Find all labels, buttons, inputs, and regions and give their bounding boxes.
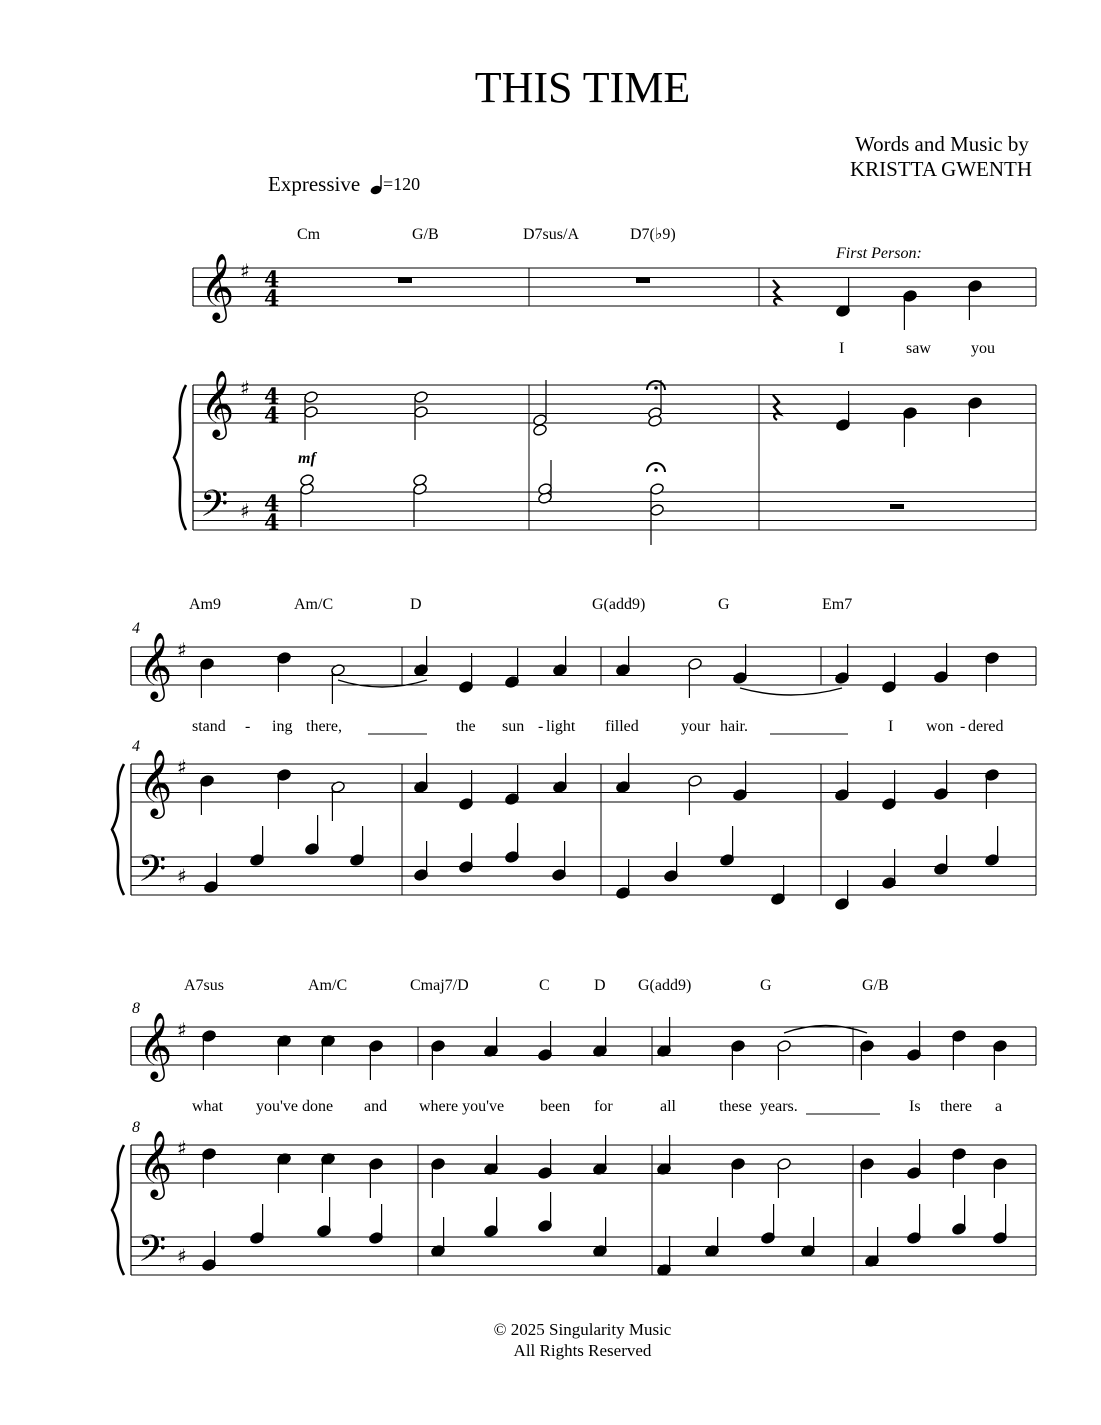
key-signature-sharp: ♯ bbox=[177, 1018, 187, 1042]
treble-clef-icon: 𝄞 bbox=[138, 748, 173, 816]
lyric-syllable: ing bbox=[272, 718, 293, 735]
chord-symbol: D bbox=[594, 977, 606, 994]
lyric-syllable: you've done bbox=[256, 1098, 334, 1115]
chord-symbol: A7sus bbox=[184, 977, 225, 994]
key-signature-sharp: ♯ bbox=[177, 1136, 187, 1160]
treble-clef-icon: 𝄞 bbox=[200, 369, 235, 437]
chord-symbol: Am/C bbox=[294, 596, 334, 613]
lyric-syllable: there, bbox=[306, 718, 342, 735]
bass-clef-icon: 𝄢 bbox=[138, 848, 167, 899]
quarter-rest bbox=[773, 280, 780, 305]
key-signature-sharp: ♯ bbox=[240, 499, 250, 523]
chord-symbol: Am/C bbox=[308, 977, 348, 994]
bass-clef-icon: 𝄢 bbox=[200, 483, 229, 534]
chord-symbol: Em7 bbox=[822, 596, 853, 613]
chord-symbol: Am9 bbox=[189, 596, 221, 613]
quarter-rest bbox=[773, 395, 780, 420]
lyric-syllable: a bbox=[995, 1098, 1003, 1115]
chord-symbol: G/B bbox=[412, 226, 439, 243]
lyric-syllable: Is bbox=[909, 1098, 921, 1115]
song-title: THIS TIME bbox=[474, 63, 691, 112]
treble-clef-icon: 𝄞 bbox=[138, 631, 173, 699]
bass-note bbox=[649, 503, 664, 516]
whole-rest bbox=[890, 504, 904, 509]
piano-brace bbox=[174, 385, 186, 530]
chord-symbol: C bbox=[539, 977, 550, 994]
key-signature-sharp: ♯ bbox=[177, 864, 187, 888]
chord-symbol: Cmaj7/D bbox=[410, 977, 469, 994]
piano-chord-note bbox=[413, 405, 428, 418]
piano-brace bbox=[112, 764, 124, 895]
time-signature-top: 4 bbox=[264, 267, 280, 293]
lyric-syllable: you bbox=[971, 340, 995, 357]
lyric-syllable: - bbox=[245, 718, 251, 735]
measure-number: 8 bbox=[132, 1000, 140, 1017]
bass-note bbox=[299, 473, 314, 486]
time-signature-top: 4 bbox=[264, 491, 280, 517]
dynamic-marking: mf bbox=[298, 450, 316, 467]
piano-chord-note bbox=[413, 390, 428, 403]
lyric-syllable: the bbox=[456, 718, 476, 735]
treble-clef-icon: 𝄞 bbox=[138, 1129, 173, 1197]
lyric-syllable: dered bbox=[968, 718, 1004, 735]
chord-symbol: D bbox=[410, 596, 422, 613]
lyric-syllable: there bbox=[940, 1098, 972, 1115]
treble-clef-icon: 𝄞 bbox=[138, 1011, 173, 1079]
lyric-syllable: saw bbox=[906, 340, 931, 357]
lyric-syllable: hair. bbox=[720, 718, 748, 735]
lyric-syllable: these bbox=[719, 1098, 752, 1115]
rights-notice: All Rights Reserved bbox=[513, 1341, 652, 1360]
measure-number: 4 bbox=[132, 738, 140, 755]
tie bbox=[338, 680, 427, 687]
lyric-syllable: where you've bbox=[419, 1098, 505, 1115]
lyric-syllable: for bbox=[594, 1098, 613, 1115]
lyric-syllable: years. bbox=[760, 1098, 798, 1115]
composer-credit-label: Words and Music by bbox=[855, 132, 1029, 156]
key-signature-sharp: ♯ bbox=[177, 755, 187, 779]
chord-symbol: D7(♭9) bbox=[630, 226, 676, 243]
voice-label: First Person: bbox=[836, 245, 922, 262]
fermata-dot bbox=[654, 386, 658, 390]
tempo-marking: Expressive bbox=[268, 172, 361, 196]
lyric-syllable: - bbox=[538, 718, 544, 735]
chord-symbol: G bbox=[718, 596, 730, 613]
chord-symbol: D7sus/A bbox=[523, 226, 580, 243]
time-signature-bottom: 4 bbox=[264, 286, 280, 312]
bass-note bbox=[537, 482, 552, 495]
lyric-syllable: won bbox=[926, 718, 954, 735]
fermata-dot bbox=[654, 468, 658, 472]
chord-symbol: G(add9) bbox=[638, 977, 692, 994]
lyric-syllable: all bbox=[660, 1098, 676, 1115]
lyric-syllable: stand bbox=[192, 718, 226, 735]
piano-chord-note bbox=[303, 405, 318, 418]
copyright-notice: © 2025 Singularity Music bbox=[493, 1320, 672, 1339]
lyric-syllable: filled bbox=[605, 718, 639, 735]
lyric-syllable: been bbox=[540, 1098, 571, 1115]
bass-clef-icon: 𝄢 bbox=[138, 1228, 167, 1279]
treble-clef-icon: 𝄞 bbox=[200, 252, 235, 320]
lyric-syllable: sun bbox=[502, 718, 525, 735]
measure-number: 8 bbox=[132, 1119, 140, 1136]
key-signature-sharp: ♯ bbox=[177, 638, 187, 662]
key-signature-sharp: ♯ bbox=[177, 1244, 187, 1268]
lyric-syllable: what bbox=[192, 1098, 224, 1115]
chord-symbol: G(add9) bbox=[592, 596, 646, 613]
time-signature-top: 4 bbox=[264, 384, 280, 410]
bass-note bbox=[649, 482, 664, 495]
lyric-syllable: - bbox=[960, 718, 966, 735]
lyric-syllable: light bbox=[546, 718, 576, 735]
time-signature-bottom: 4 bbox=[264, 403, 280, 429]
time-signature-bottom: 4 bbox=[264, 510, 280, 536]
chord-symbol: G/B bbox=[862, 977, 889, 994]
tempo-value: =120 bbox=[383, 174, 421, 194]
lyric-syllable: and bbox=[364, 1098, 388, 1115]
measure-number: 4 bbox=[132, 620, 140, 637]
piano-chord-note bbox=[303, 390, 318, 403]
lyric-syllable: your bbox=[681, 718, 711, 735]
piano-brace bbox=[112, 1145, 124, 1275]
lyric-syllable: I bbox=[888, 718, 894, 735]
chord-symbol: Cm bbox=[297, 226, 321, 243]
bass-note bbox=[412, 473, 427, 486]
tie bbox=[740, 688, 842, 695]
whole-rest bbox=[636, 278, 650, 283]
key-signature-sharp: ♯ bbox=[240, 259, 250, 283]
key-signature-sharp: ♯ bbox=[240, 376, 250, 400]
lyric-syllable: I bbox=[839, 340, 845, 357]
composer-name: KRISTTA GWENTH bbox=[850, 157, 1033, 181]
whole-rest bbox=[398, 278, 412, 283]
piano-chord-note bbox=[532, 423, 547, 436]
chord-symbol: G bbox=[760, 977, 772, 994]
